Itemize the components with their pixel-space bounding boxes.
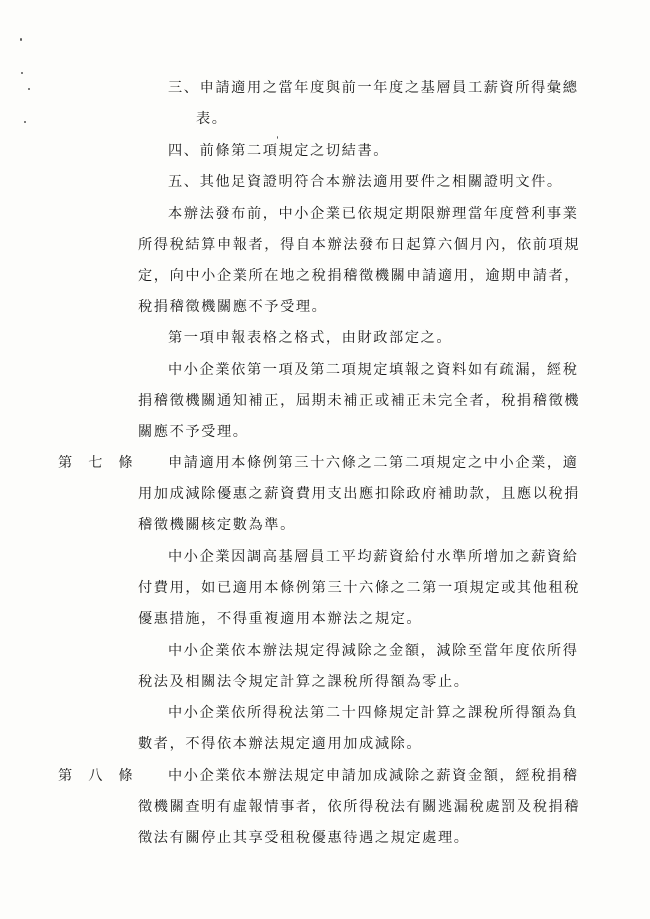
article-7-line: 付費用，如已適用本條例第三十六條之二第一項規定或其他租稅: [138, 580, 581, 596]
paragraph-line: 所得稅結算申報者，得自本辦法發布日起算六個月內，依前項規: [138, 237, 581, 253]
article-7-line: 優惠措施，不得重複適用本辦法之規定。: [138, 611, 423, 627]
scan-speck: [20, 38, 22, 41]
paragraph-line: 關應不予受理。: [138, 424, 249, 440]
list-item-line: 三、申請適用之當年度與前一年度之基層員工薪資所得彙總: [168, 80, 579, 96]
article-7-line: 中小企業依所得稅法第二十四條規定計算之課稅所得額為負: [168, 705, 579, 721]
article-7-line: 申請適用本條例第三十六條之二第二項規定之中小企業，適: [168, 455, 579, 471]
article-8-line: 徵法有關停止其享受租稅優惠待遇之規定處理。: [138, 830, 470, 846]
article-7-line: 用加成減除優惠之薪資費用支出應扣除政府補助款，且應以稅捐: [138, 486, 581, 502]
article-8-line: 中小企業依本辦法規定申請加成減除之薪資金額，經稅捐稽: [168, 768, 579, 784]
paragraph-line: 本辦法發布前，中小企業已依規定期限辦理當年度營利事業: [168, 206, 579, 222]
paragraph-line: 捐稽徵機關通知補正，屆期未補正或補正未完全者，稅捐稽徵機: [138, 393, 581, 409]
paragraph-line: 中小企業依第一項及第二項規定填報之資料如有疏漏，經稅: [168, 362, 579, 378]
article-7-line: 稅法及相關法令規定計算之課稅所得額為零止。: [138, 674, 470, 690]
list-item-line: 表。: [196, 111, 228, 127]
article-8-label: 第八條: [58, 768, 149, 784]
list-item-line: 五、其他足資證明符合本辦法適用要件之相關證明文件。: [168, 174, 563, 190]
scan-speck: [277, 136, 278, 139]
scan-speck: [28, 88, 30, 90]
article-8-line: 徵機關查明有虛報情事者，依所得稅法有關逃漏稅處罰及稅捐稽: [138, 799, 581, 815]
paragraph-line: 稅捐稽徵機關應不予受理。: [138, 299, 328, 315]
paragraph-line: 定，向中小企業所在地之稅捐稽徵機關申請適用，逾期申請者，: [138, 268, 581, 284]
article-7-line: 稽徵機關核定數為準。: [138, 517, 296, 533]
scan-speck: [24, 121, 26, 123]
article-7-line: 中小企業依本辦法規定得減除之金額，減除至當年度依所得: [168, 643, 579, 659]
list-item-line: 四、前條第二項規定之切結書。: [168, 143, 390, 159]
article-7-line: 中小企業因調高基層員工平均薪資給付水準所增加之薪資給: [168, 549, 579, 565]
article-7-label: 第七條: [58, 455, 149, 471]
paragraph-line: 第一項申報表格之格式，由財政部定之。: [168, 330, 453, 346]
article-7-line: 數者，不得依本辦法規定適用加成減除。: [138, 736, 423, 752]
scan-speck: [21, 72, 23, 74]
